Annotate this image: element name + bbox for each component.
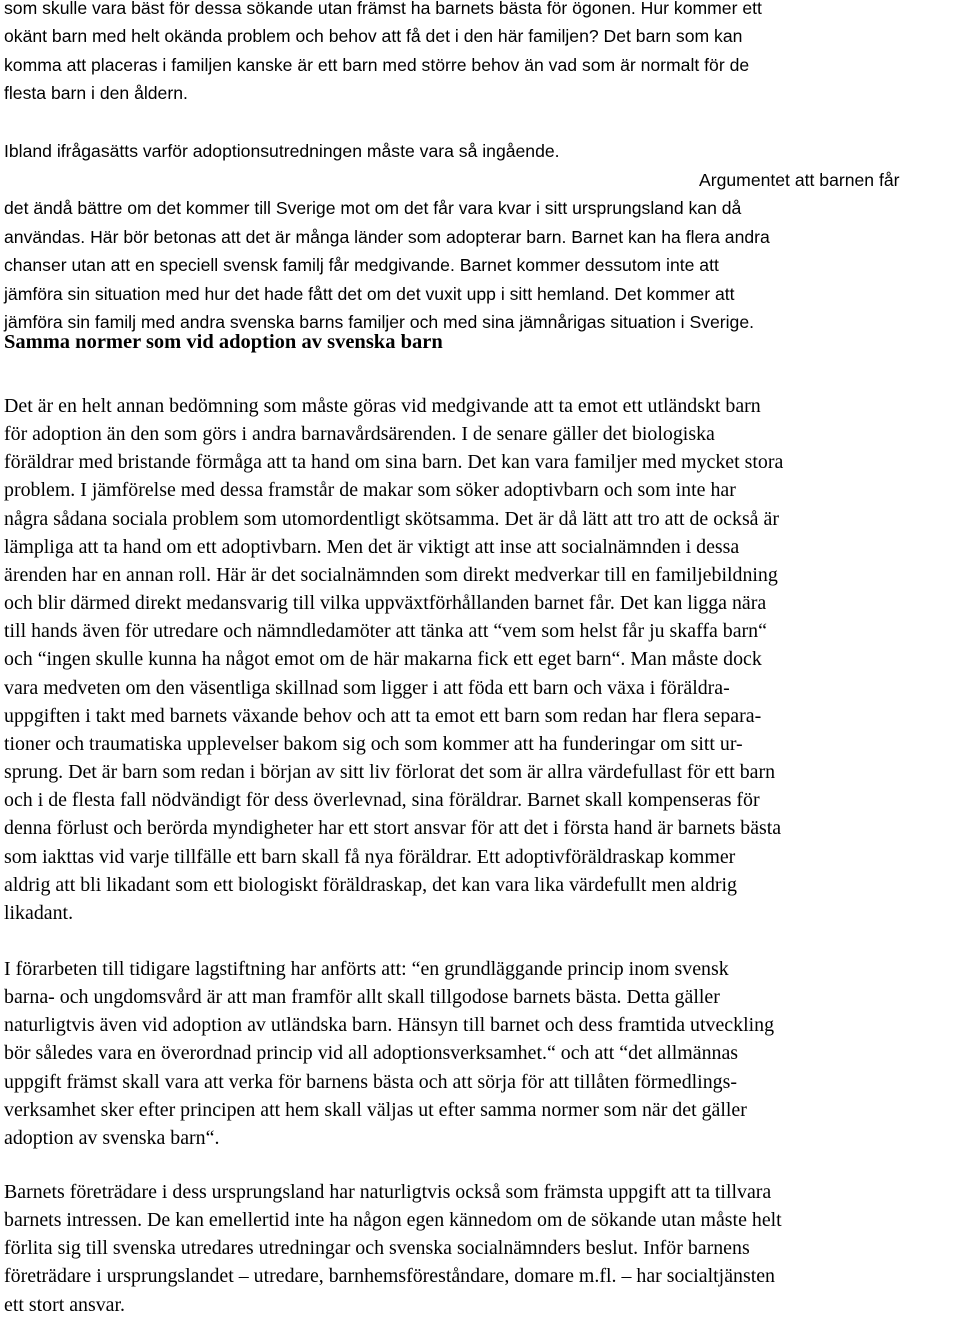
text-line: okänt barn med helt okända problem och behov att få det i den här familjen? Det barn som kan	[4, 26, 743, 47]
text-line: uppgift främst skall vara att verka för barnens bästa och att sörja för att tillåten förmedlings-	[4, 1070, 737, 1093]
text-line: lämpliga att ta hand om ett adoptivbarn. Men det är viktigt att inse att socialnämnden i dessa	[4, 535, 740, 558]
text-line: flesta barn i den åldern.	[4, 83, 188, 104]
text-line: Ibland ifrågasätts varför adoptionsutredningen måste vara så ingående.	[4, 141, 560, 161]
text-line: adoption av svenska barn“.	[4, 1126, 220, 1149]
argument-paragraph	[4, 166, 900, 336]
text-line: jämföra sin familj med andra svenska barns familjer och med sina jämnårigas situation i Sverige.	[4, 312, 755, 333]
text-line: till hands även för utredare och nämndledamöter att tänka att “vem som helst får ju skaffa barn“	[4, 620, 767, 643]
text-line: vara medveten om den väsentliga skillnad som ligger i att föda ett barn och växa i föräldra-	[4, 676, 730, 699]
text-line: och i de flesta fall nödvändigt för dess överlevnad, sina föräldrar. Barnet skall kompenseras för	[4, 789, 760, 812]
section-heading: Samma normer som vid adoption av svenska barn	[4, 331, 443, 353]
text-line: för adoption än den som görs i andra barnavårdsärenden. I de senare gäller det biologiska	[4, 423, 715, 446]
text-line: Det är en helt annan bedömning som måste göras vid medgivande att ta emot ett utländskt barn	[4, 395, 761, 417]
text-line: det ändå bättre om det kommer till Sverige mot om det får vara kvar i sitt ursprungsland kan då	[4, 198, 742, 219]
question-paragraph	[4, 137, 560, 165]
text-line: barna- och ungdomsvård är att man framför allt skall tillgodose barnets bästa. Detta gäller	[4, 986, 720, 1009]
intro-paragraph	[4, 0, 762, 108]
text-line: jämföra sin situation med hur det hade fått det om det vuxit upp i sitt hemland. Det kommer att	[4, 283, 735, 304]
text-line: som skulle vara bäst för dessa sökande utan främst ha barnets bästa för ögonen. Hur kommer ett	[4, 0, 762, 18]
text-line: I förarbeten till tidigare lagstiftning har anförts att: “en grundläggande princip inom svensk	[4, 958, 729, 980]
text-line: tioner och traumatiska upplevelser bakom sig och som kommer att ha funderingar om sitt ur-	[4, 732, 743, 755]
section-paragraph	[4, 392, 783, 927]
text-line: användas. Här bör betonas att det är många länder som adopterar barn. Barnet kan ha flera andra	[4, 226, 770, 247]
text-line: några sådana sociala problem som utomordentligt skötsamma. Det är då lätt att tro att de också är	[4, 507, 779, 530]
text-line: aldrig att bli likadant som ett biologiskt föräldraskap, det kan vara lika värdefullt men aldrig	[4, 873, 737, 896]
text-line: chanser utan att en speciell svensk familj får medgivande. Barnet kommer dessutom inte att	[4, 255, 719, 276]
text-line: problem. I jämförelse med dessa framstår de makar som söker adoptivbarn och som inte har	[4, 479, 736, 502]
legislation-paragraph	[4, 955, 774, 1152]
text-line: naturligtvis även vid adoption av utländska barn. Hänsyn till barnet och dess framtida utveckling	[4, 1014, 775, 1037]
text-line: bör således vara en överordnad princip vid all adoptionsverksamhet.“ och att “det allmännas	[4, 1042, 739, 1065]
text-line: förlita sig till svenska utredares utredningar och svenska socialnämnders beslut. Inför barnens	[4, 1237, 750, 1260]
text-line: ärenden har en annan roll. Här är det socialnämnden som direkt medverkar till en familjebildning	[4, 563, 778, 586]
text-line: verksamhet sker efter principen att hem skall väljas ut efter samma normer som när det gäller	[4, 1098, 747, 1121]
text-line: och “ingen skulle kunna ha något emot om de här makarna fick ett eget barn“. Man måste dock	[4, 648, 762, 671]
text-line: föräldrar med bristande förmåga att ta hand om sina barn. Det kan vara familjer med mycket stora	[4, 451, 784, 474]
text-line: Argumentet att barnen får	[699, 170, 900, 190]
representatives-paragraph	[4, 1178, 782, 1319]
text-line: barnets intressen. De kan emellertid inte ha någon egen kännedom om de sökande utan måste helt	[4, 1209, 782, 1232]
text-line: denna förlust och berörda myndigheter har ett stort ansvar för att det i första hand är barnets bästa	[4, 817, 782, 840]
text-line: sprung. Det är barn som redan i början av sitt liv förlorat det som är allra värdefullast för ett barn	[4, 761, 776, 784]
text-line: företrädare i ursprungslandet – utredare, barnhemsföreståndare, domare m.fl. – har socialtjänsten	[4, 1265, 776, 1288]
text-line: likadant.	[4, 901, 74, 924]
text-line: ett stort ansvar.	[4, 1293, 125, 1316]
text-line: Barnets företrädare i dess ursprungsland har naturligtvis också som främsta uppgift att ta tillvara	[4, 1181, 772, 1203]
text-line: komma att placeras i familjen kanske är ett barn med större behov än vad som är normalt för de	[4, 54, 750, 75]
text-line: och blir därmed direkt medansvarig till vilka uppväxtförhållanden barnet får. Det kan ligga nära	[4, 592, 767, 615]
text-line: som iakttas vid varje tillfälle ett barn skall få nya föräldrar. Ett adoptivföräldraskap kommer	[4, 845, 736, 868]
text-line: uppgiften i takt med barnets växande behov och att ta emot ett barn som redan har flera separa-	[4, 704, 762, 727]
